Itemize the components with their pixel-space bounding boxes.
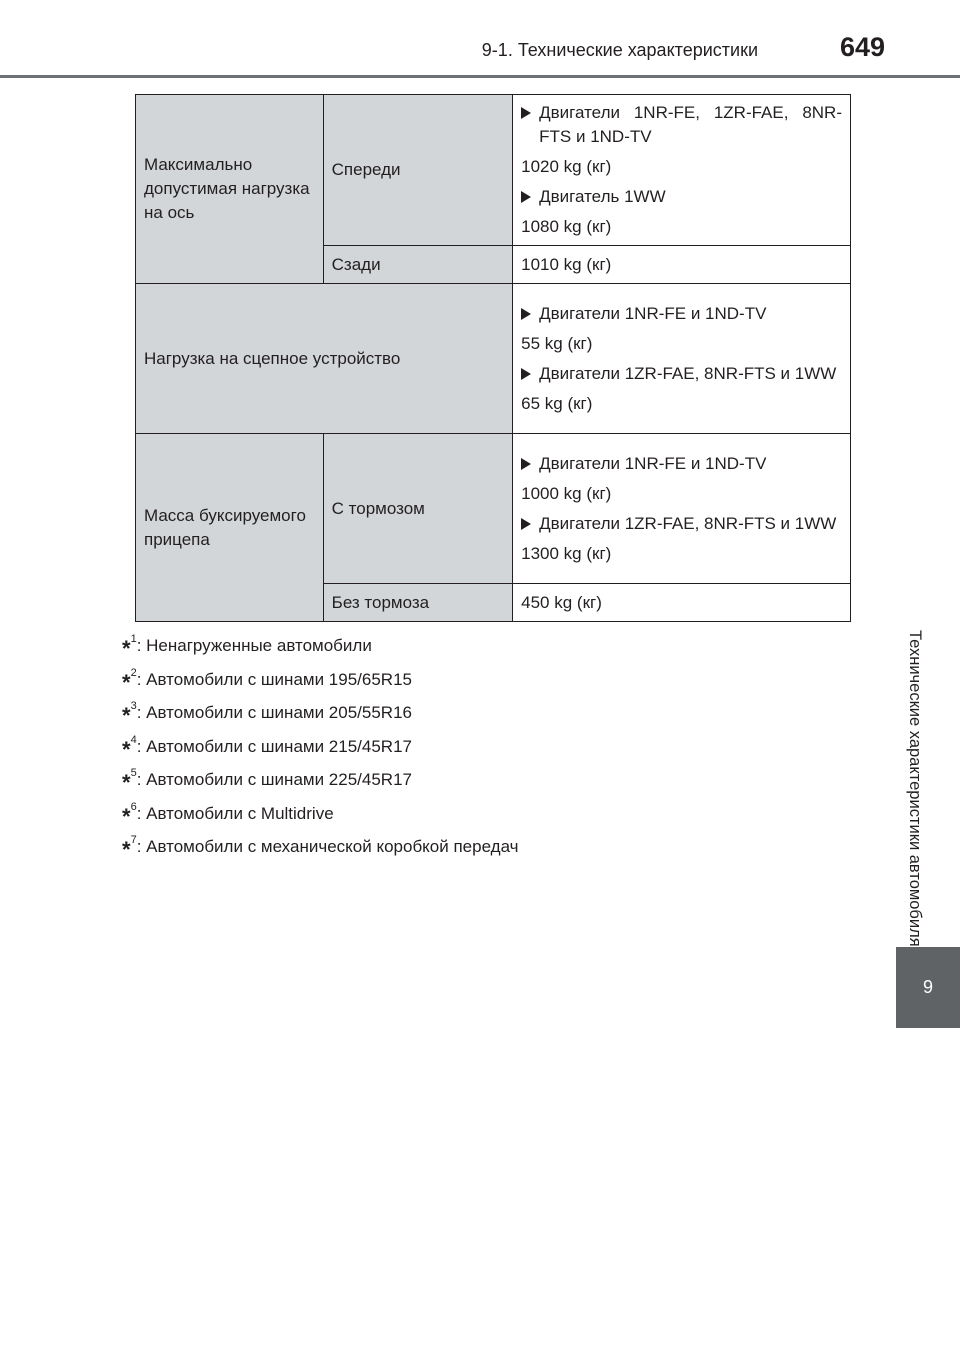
footnotes (122, 626, 842, 861)
engine-group-2: Двигатели 1ZR-FAE, 8NR-FTS и 1WW (521, 362, 842, 386)
engine-group-1: Двигатели 1NR-FE и 1ND-TV (521, 452, 842, 476)
footnote-marker: * (122, 770, 131, 795)
chapter-side-label: Технические характеристики автомобиля (906, 630, 924, 947)
footnote-text: : Автомобили с шинами 225/45R17 (136, 770, 412, 789)
footnote-text: : Автомобили с шинами 205/55R16 (136, 703, 412, 722)
footnote-marker: * (122, 703, 131, 728)
footnote-text: : Автомобили с Multidrive (136, 803, 334, 823)
section-title: 9-1. Технические характеристики (481, 40, 758, 60)
footnote (122, 794, 842, 828)
front-values (513, 95, 851, 246)
without-brake-value: 450 kg (кг) (513, 584, 851, 622)
with-brake-label: С тормозом (323, 434, 512, 584)
footnote-text: : Ненагруженные автомобили (136, 636, 372, 655)
without-brake-label: Без тормоза (323, 584, 512, 622)
chapter-tab: 9 (896, 947, 960, 1028)
engine-group-1: Двигатели 1NR-FE и 1ND-TV (521, 302, 842, 326)
max-axle-load-label: Максимально допустимая нагрузка на ось (136, 95, 324, 284)
footnote-text: : Автомобили с шинами 215/45R17 (136, 736, 412, 756)
footnote (122, 693, 842, 727)
header-rule (0, 75, 960, 78)
footnote-marker: * (122, 837, 131, 862)
footnote-number: 7 (130, 834, 137, 846)
footnote-marker: * (122, 803, 131, 829)
spec-table (135, 94, 851, 622)
engine-group-2: Двигатель 1WW (521, 185, 842, 209)
footnote (122, 727, 842, 761)
front-label: Спереди (323, 95, 512, 246)
with-brake-values (513, 434, 851, 584)
footnote (122, 827, 842, 861)
coupling-load-values (513, 284, 851, 434)
trailer-mass-label: Масса буксируемого прицепа (136, 434, 324, 622)
engine-group-1: Двигатели 1NR-FE, 1ZR-FAE, 8NR-FTS и 1ND-TV (521, 101, 842, 149)
footnote-marker: * (122, 736, 131, 762)
rear-value: 1010 kg (кг) (513, 246, 851, 284)
coupling-value-1: 55 kg (кг) (521, 333, 593, 353)
footnote (122, 760, 842, 794)
footnote-text: : Автомобили с шинами 195/65R15 (136, 669, 412, 689)
footnote-number: 1 (130, 633, 137, 645)
footnote (122, 626, 842, 660)
footnote-number: 2 (130, 666, 137, 679)
coupling-load-label: Нагрузка на сцепное устройство (136, 284, 513, 434)
footnote-marker: * (122, 669, 131, 695)
footnote-number: 3 (130, 700, 137, 712)
coupling-value-2: 65 kg (кг) (521, 393, 593, 413)
footnote-number: 5 (130, 767, 137, 779)
footnote-number: 4 (130, 733, 137, 746)
footnote (122, 660, 842, 694)
front-value-2: 1080 kg (кг) (521, 217, 612, 236)
footnote-text: : Автомобили с механической коробкой передач (136, 837, 519, 856)
with-brake-value-2: 1300 kg (кг) (521, 543, 612, 563)
front-value-1: 1020 kg (кг) (521, 157, 612, 176)
page-number: 649 (839, 32, 885, 62)
with-brake-value-1: 1000 kg (кг) (521, 483, 612, 503)
footnote-number: 6 (130, 800, 137, 813)
footnote-marker: * (122, 636, 131, 661)
engine-group-2: Двигатели 1ZR-FAE, 8NR-FTS и 1WW (521, 512, 842, 536)
rear-label: Сзади (323, 246, 512, 284)
